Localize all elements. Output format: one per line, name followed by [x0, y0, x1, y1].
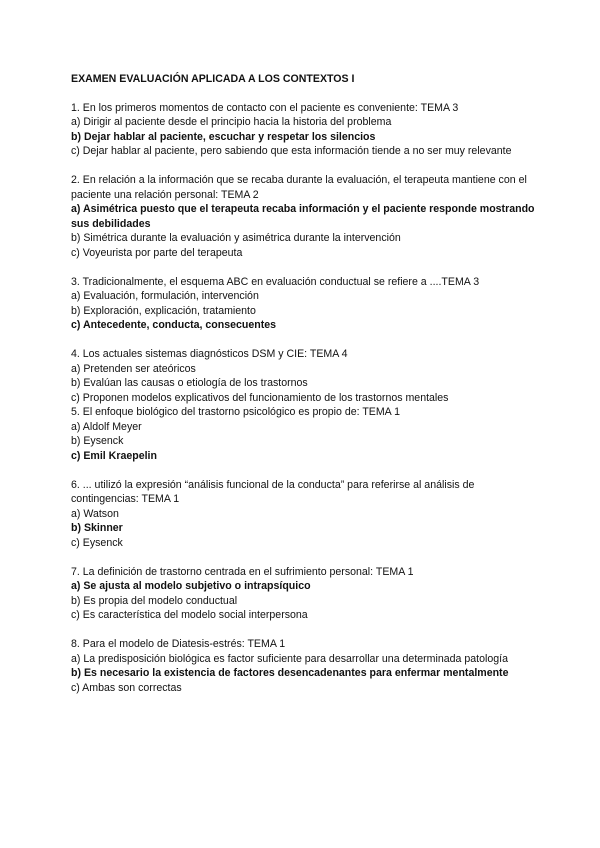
answer-option: c) Ambas son correctas — [71, 681, 182, 694]
question-text: 3. Tradicionalmente, el esquema ABC en evaluación conductual se refiere a ....TEMA 3 — [71, 275, 480, 288]
answer-option: c) Voyeurista por parte del terapeuta — [71, 246, 243, 259]
question-text: 1. En los primeros momentos de contacto con el paciente es conveniente: TEMA 3 — [71, 101, 459, 114]
answer-option: a) La predisposición biológica es factor suficiente para desarrollar una determinada patología — [71, 652, 508, 665]
answer-option: a) Watson — [71, 507, 119, 520]
answer-option: b) Es propia del modelo conductual — [71, 594, 238, 607]
question-block — [71, 405, 541, 463]
question-text: 7. La definición de trastorno centrada en el sufrimiento personal: TEMA 1 — [71, 565, 414, 578]
question-block — [71, 347, 541, 405]
answer-option: a) Aldolf Meyer — [71, 420, 142, 433]
question-block — [71, 637, 541, 695]
answer-option-correct: b) Dejar hablar al paciente, escuchar y respetar los silencios — [71, 130, 376, 143]
answer-option: a) Evaluación, formulación, intervención — [71, 290, 259, 303]
answer-option: a) Dirigir al paciente desde el principio hacia la historia del problema — [71, 116, 392, 129]
answer-option-correct: c) Emil Kraepelin — [71, 450, 157, 463]
answer-option: c) Es característica del modelo social interpersona — [71, 609, 308, 622]
answer-option: b) Evalúan las causas o etiología de los trastornos — [71, 377, 308, 390]
answer-option-correct: b) Skinner — [71, 522, 123, 535]
answer-option-correct: a) Se ajusta al modelo subjetivo o intrapsíquico — [71, 580, 311, 593]
question-text: 8. Para el modelo de Diatesis-estrés: TEMA 1 — [71, 638, 286, 650]
answer-option-correct: c) Antecedente, conducta, consecuentes — [71, 319, 277, 332]
question-text: 6. ... utilizó la expresión “análisis funcional de la conducta” para referirse al análisis de contingencias: TEMA 1 — [71, 478, 475, 506]
exam-title: EXAMEN EVALUACIÓN APLICADA A LOS CONTEXTOS I — [71, 73, 355, 85]
answer-option: a) Pretenden ser ateóricos — [71, 362, 196, 375]
question-text: 5. El enfoque biológico del trastorno psicológico es propio de: TEMA 1 — [71, 406, 401, 419]
answer-option: b) Simétrica durante la evaluación y asimétrica durante la intervención — [71, 232, 401, 245]
answer-option: c) Eysenck — [71, 537, 123, 550]
question-text: 4. Los actuales sistemas diagnósticos DSM y CIE: TEMA 4 — [71, 347, 348, 360]
document-content — [71, 72, 541, 709]
answer-option: c) Proponen modelos explicativos del funcionamiento de los trastornos mentales — [71, 391, 449, 404]
answer-option: b) Eysenck — [71, 435, 124, 448]
question-text: 2. En relación a la información que se recaba durante la evaluación, el terapeuta mantiene con el paciente una relación personal: TEMA 2 — [71, 173, 527, 201]
answer-option: c) Dejar hablar al paciente, pero sabiendo que esta información tiende a no ser muy relevante — [71, 145, 512, 158]
answer-option-correct: b) Es necesario la existencia de factores desencadenantes para enfermar mentalmente — [71, 667, 509, 680]
question-block — [71, 173, 541, 261]
question-block — [71, 275, 541, 333]
question-block — [71, 478, 541, 551]
question-block — [71, 565, 541, 623]
answer-option: b) Exploración, explicación, tratamiento — [71, 304, 256, 317]
question-list — [71, 101, 541, 696]
answer-option-correct: a) Asimétrica puesto que el terapeuta recaba información y el paciente responde mostrando sus debilidades — [71, 203, 535, 230]
question-block — [71, 101, 541, 159]
